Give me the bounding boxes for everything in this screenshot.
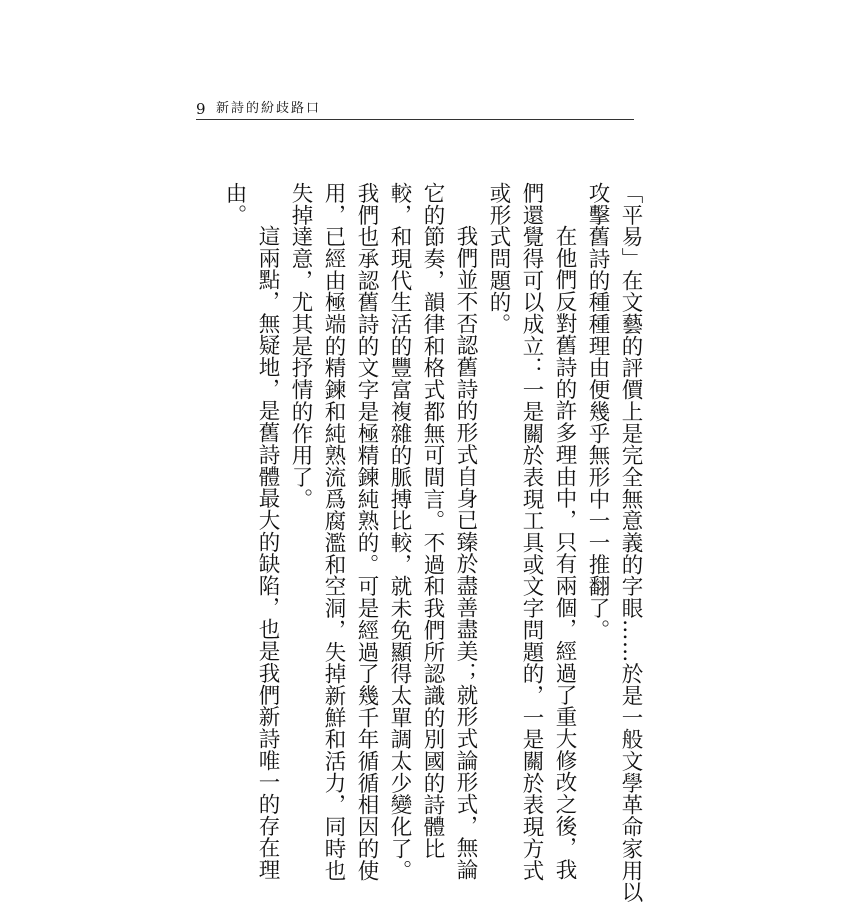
text-column: 它的節奏，韻律和格式都無可間言。不過和我們所認識的別國的詩體比	[420, 182, 445, 860]
page-number: 9	[196, 100, 206, 118]
text-column: 這兩點，無疑地，是舊詩體最大的缺陷，也是我們新詩唯一的存在理	[255, 225, 280, 881]
text-column: 較，和現代生活的豐富複雜的脈搏比較，就未免顯得太單調太少變化了。	[387, 182, 412, 882]
text-column: 我們並不否認舊詩的形式自身已臻於盡善盡美；就形式論形式，無論	[453, 225, 478, 881]
text-column: 由。	[222, 182, 247, 226]
text-column: 攻擊舊詩的種種理由便幾乎無形中一一推翻了。	[585, 182, 610, 641]
text-column: 我們也承認舊詩的文字是極精鍊純熟的。可是經過了幾千年循循相因的使	[354, 182, 379, 882]
text-column: 用，已經由極端的精鍊和純熟流爲腐濫和空洞，失掉新鮮和活力，同時也	[321, 182, 346, 882]
text-column: 們還覺得可以成立：一是關於表現工具或文字問題的，一是關於表現方式	[519, 182, 544, 882]
text-column: 「平易」在文藝的評價上是完全無意義的字眼……於是一般文學革命家用以	[618, 182, 643, 903]
header-rule	[196, 119, 634, 120]
running-head: 新詩的紛歧路口	[216, 101, 322, 116]
text-column: 在他們反對舊詩的許多理由中，只有兩個，經過了重大修改之後，我	[552, 225, 577, 881]
text-column: 失掉達意，尤其是抒情的作用了。	[288, 182, 313, 510]
text-column: 或形式問題的。	[486, 182, 511, 335]
